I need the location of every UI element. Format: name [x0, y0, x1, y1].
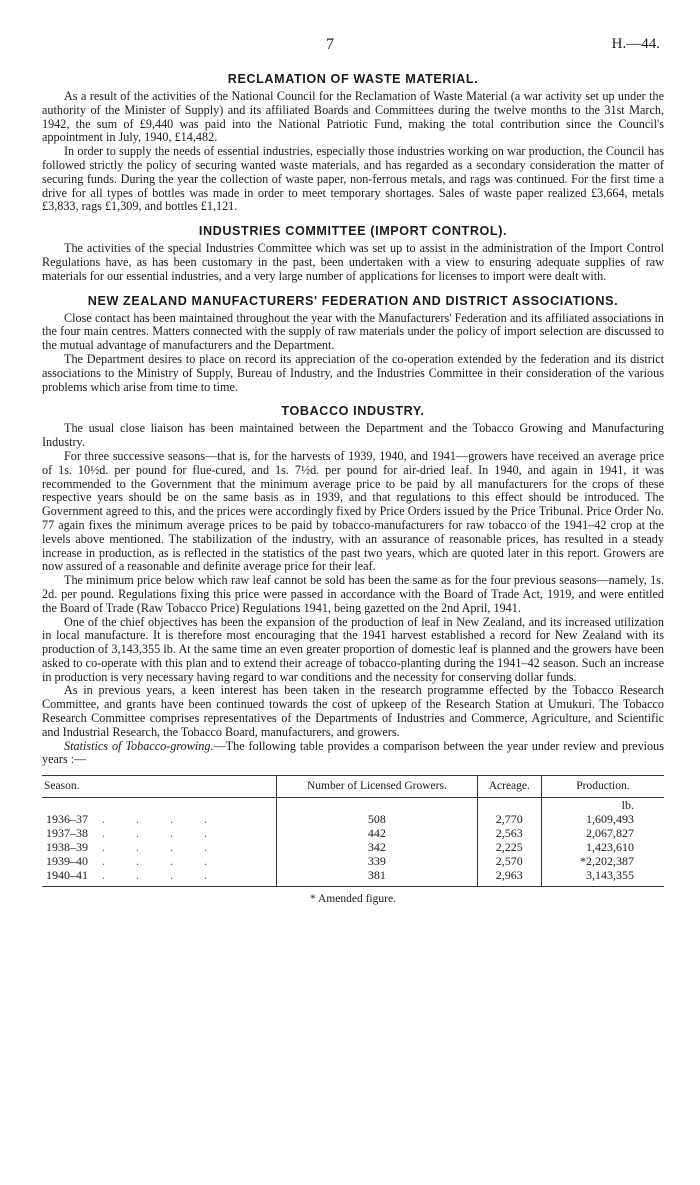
statistics-intro: [42, 740, 664, 768]
section-reclamation: [42, 72, 664, 214]
table-row: [42, 812, 664, 826]
table-footnote: * Amended figure.: [310, 893, 396, 906]
leader-dots: . . . .: [102, 854, 221, 869]
section-title: TOBACCO INDUSTRY.: [281, 404, 425, 419]
acreage-cell: 2,570: [477, 854, 541, 868]
production-cell: *2,202,387: [541, 854, 664, 868]
leader-dots: . . . .: [102, 812, 221, 827]
acreage-cell: 2,963: [477, 868, 541, 887]
growers-cell: 339: [277, 854, 478, 868]
leader-dots: . . . .: [102, 840, 221, 855]
growers-cell: 442: [277, 826, 478, 840]
header-production: Production.: [541, 776, 664, 798]
page-number: 7: [326, 36, 334, 53]
acreage-cell: 2,770: [477, 812, 541, 826]
statistics-text: —The following table provides a comparison between the year under review and previous years :—: [42, 738, 664, 767]
leader-dots: . . . .: [102, 868, 221, 883]
paragraph: The Department desires to place on record its appreciation of the co-operation extended by the federation and its district associations to the Ministry of Supply, Bureau of Industry, and the Industries Committee in their consideration of the various problems which arise from time to time.: [42, 351, 664, 394]
header-acreage: Acreage.: [477, 776, 541, 798]
season-cell: 1938–39: [46, 840, 88, 855]
production-cell: 1,423,610: [541, 840, 664, 854]
growers-cell: 381: [277, 868, 478, 887]
growers-cell: 508: [277, 812, 478, 826]
growers-cell: 342: [277, 840, 478, 854]
table-row: [42, 826, 664, 840]
production-cell: 2,067,827: [541, 826, 664, 840]
section-industries-committee: [42, 224, 664, 283]
paragraph: The activities of the special Industries Committee which was set up to assist in the administration of the Import Control Regulations have, as has been customary in the past, been undertaken with a view to ensuring adequate supplies of raw materials for our essential industries, and a very large number of applications for licenses to import were dealt with.: [42, 241, 664, 283]
season-cell: 1940–41: [46, 868, 88, 883]
paragraph: The minimum price below which raw leaf cannot be sold has been the same as for the four previous seasons—namely, 1s. 2d. per pound. Regulations fixing this price were passed in accordance with the Board of Trade Act, 1919, and were entitled the Board of Trade (Raw Tobacco Price) Regulations 1941, being gazetted on the 2nd April, 1941.: [42, 573, 664, 615]
statistics-lead: Statistics of Tobacco-growing.: [64, 738, 214, 753]
paragraph: For three successive seasons—that is, for the harvests of 1939, 1940, and 1941—growers have received an average price of 1s. 10½d. per pound for flue-cured, and 1s. 7½d. per pound for air-dried leaf. In 1940, and again in 1941, it was recommended to the Government that the minimum average price to be paid by all manufacturers for the crops of these respective years should be on the same basis as in 1939, and that regulations to this effect should be introduced. The Government agreed to this, and the prices were accordingly fixed by Price Orders issued by the Price Tribunal. Price Order No. 77 again fixes the minimum average prices to be paid by tobacco-manufacturers for raw tobacco of the 1941–42 crop at the levels above mentioned. The stabilization of the industry, with an assurance of reasonable prices, has resulted in a steady increase in production, as is reflected in the statistics of the past two years, which are quoted later in this report. Growers are now assured of a reasonable and definite average price for their leaf.: [42, 448, 664, 574]
paragraph: One of the chief objectives has been the expansion of the production of leaf in New Zealand, and its increased utilization in local manufacture. It is therefore most encouraging that the 1941 harvest established a record for New Zealand with its production of 3,143,355 lb. At the same time an even greater proportion of domestic leaf is planned and the growers have been asked to co-operate with this plan and to extend their acreage of tobacco-planting during the 1941–42 season. Such an increase in production is very necessary having regard to war conditions and the necessity for conserving dollar funds.: [42, 614, 664, 684]
section-tobacco-industry: [42, 404, 664, 767]
header-season: Season.: [42, 776, 277, 798]
table-row: [42, 868, 664, 887]
section-title: INDUSTRIES COMMITTEE (IMPORT CONTROL).: [198, 224, 508, 239]
production-cell: 1,609,493: [541, 812, 664, 826]
acreage-cell: 2,563: [477, 826, 541, 840]
unit-row: [42, 798, 664, 813]
paragraph: As a result of the activities of the National Council for the Reclamation of Waste Material (a war activity set up under the authority of the Minister of Supply) and its affiliated Boards and Committees during the twelve months to the 31st March, 1942, the sum of £9,440 was paid into the National Patriotic Fund, making the total contribution since the Council's appointment in July, 1940, £14,482.: [42, 89, 664, 145]
table-row: [42, 840, 664, 854]
paragraph: As in previous years, a keen interest has been taken in the research programme effected by the Tobacco Research Committee, and grants have been continued towards the cost of upkeep of the Research Station at Umukuri. The Tobacco Research Committee comprises representatives of the Departments of Industries and Commerce, Agriculture, and Scientific and Industrial Research, the Tobacco Board, manufacturers, and growers.: [42, 683, 664, 739]
paragraph: Close contact has been maintained throughout the year with the Manufacturers' Federation and its affiliated associations in the four main centres. Matters connected with the supply of raw materials under the policy of import selection are discussed to the mutual advantage of manufacturers and the Department.: [42, 310, 664, 353]
season-cell: 1939–40: [46, 854, 88, 869]
acreage-cell: 2,225: [477, 840, 541, 854]
table-header-row: [42, 776, 664, 798]
document-reference: H.—44.: [611, 36, 660, 52]
paragraph: In order to supply the needs of essential industries, especially those industries working on war production, the Council has followed strictly the policy of securing wanted waste materials, and has regarded as a secondary consideration the matter of securing funds. During the year the collection of waste paper, non-ferrous metals, and rags was continued. For the first time a drive for all types of bottles was made in order to meet temporary shortages. Sales of waste paper realized £3,664, metals £3,833, rags £1,309, and bottles £1,121.: [42, 144, 664, 214]
production-unit: lb.: [541, 798, 664, 813]
season-cell: 1937–38: [46, 826, 88, 841]
section-manufacturers-federation: [42, 294, 664, 395]
section-title: NEW ZEALAND MANUFACTURERS' FEDERATION AND DISTRICT ASSOCIATIONS.: [87, 293, 619, 308]
tobacco-statistics-table: [42, 775, 664, 887]
production-cell: 3,143,355: [541, 868, 664, 887]
paragraph: The usual close liaison has been maintained between the Department and the Tobacco Growing and Manufacturing Industry.: [42, 421, 664, 450]
season-cell: 1936–37: [46, 812, 88, 827]
page-header: [42, 36, 664, 62]
document-page: [42, 36, 664, 905]
header-growers: Number of Licensed Growers.: [277, 776, 478, 798]
table-row: [42, 854, 664, 868]
section-title: RECLAMATION OF WASTE MATERIAL.: [227, 72, 479, 86]
leader-dots: . . . .: [102, 826, 221, 841]
